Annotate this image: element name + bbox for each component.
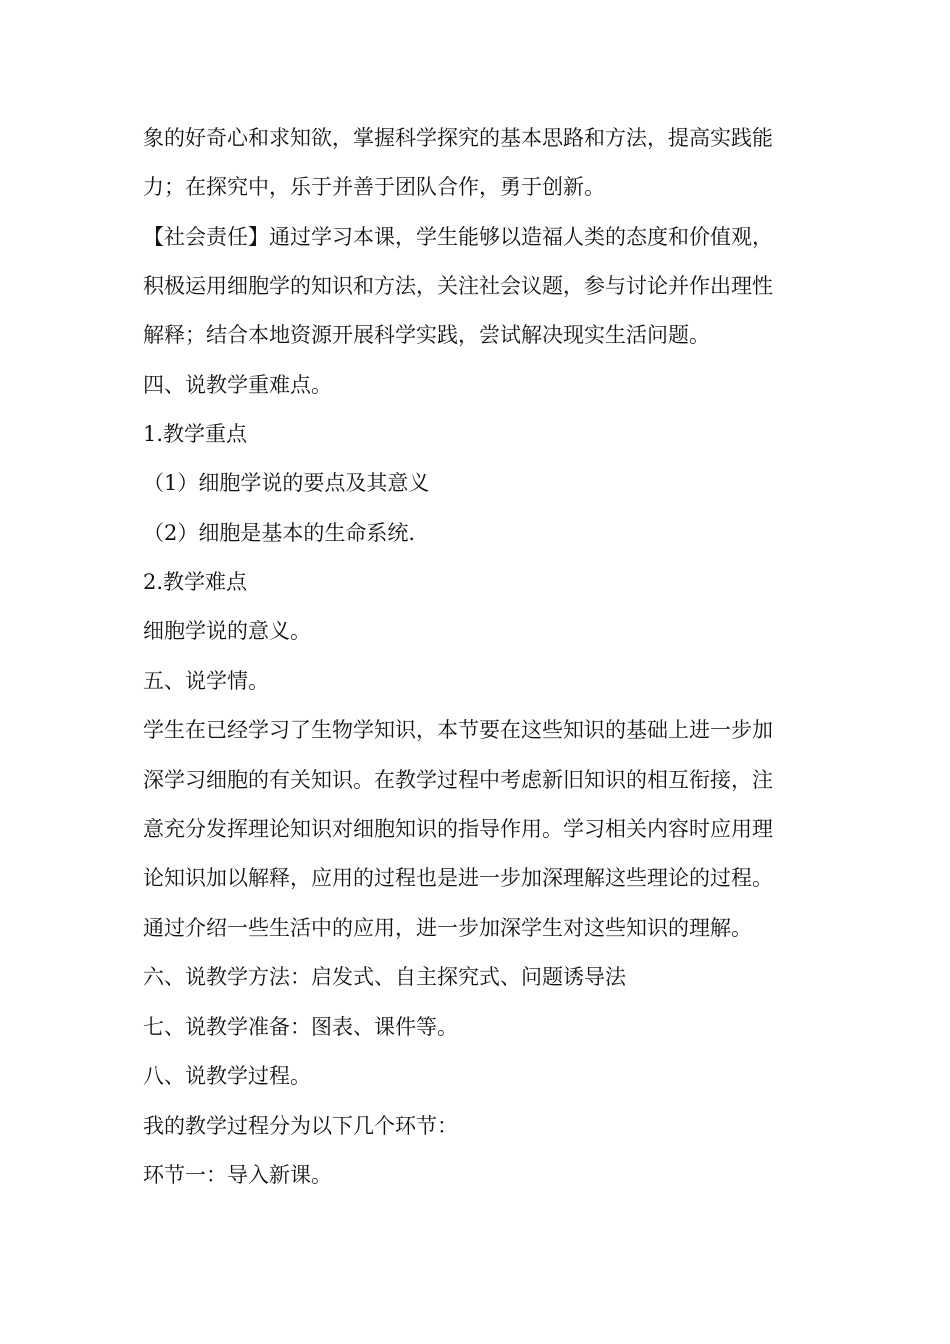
paragraph-line: 我的教学过程分为以下几个环节： (143, 1114, 458, 1138)
paragraph-line: 积极运用细胞学的知识和方法，关注社会议题，参与讨论并作出理性 (143, 274, 773, 298)
paragraph-line: 【社会责任】通过学习本课，学生能够以造福人类的态度和价值观， (143, 225, 773, 249)
list-item: （2）细胞是基本的生命系统. (143, 521, 416, 545)
section-heading: 四、说教学重难点。 (143, 373, 332, 397)
subsection-heading: 2.教学难点 (143, 570, 248, 594)
list-item: （1）细胞学说的要点及其意义 (143, 471, 430, 495)
section-heading: 五、说学情。 (143, 669, 269, 693)
paragraph-line: 象的好奇心和求知欲，掌握科学探究的基本思路和方法，提高实践能 (143, 126, 773, 150)
paragraph-line: 深学习细胞的有关知识。在教学过程中考虑新旧知识的相互衔接，注 (143, 768, 773, 792)
paragraph-line: 论知识加以解释，应用的过程也是进一步加深理解这些理论的过程。 (143, 866, 773, 890)
paragraph-line: 力；在探究中，乐于并善于团队合作，勇于创新。 (143, 175, 605, 199)
paragraph-line: 通过介绍一些生活中的应用，进一步加深学生对这些知识的理解。 (143, 916, 752, 940)
section-heading: 八、说教学过程。 (143, 1064, 311, 1088)
subsection-heading: 1.教学重点 (143, 422, 248, 446)
section-heading: 七、说教学准备：图表、课件等。 (143, 1015, 458, 1039)
paragraph-line: 细胞学说的意义。 (143, 619, 311, 643)
paragraph-line: 学生在已经学习了生物学知识，本节要在这些知识的基础上进一步加 (143, 718, 773, 742)
section-heading: 六、说教学方法：启发式、自主探究式、问题诱导法 (143, 965, 626, 989)
paragraph-line: 环节一：导入新课。 (143, 1163, 332, 1187)
paragraph-line: 解释；结合本地资源开展科学实践，尝试解决现实生活问题。 (143, 323, 710, 347)
paragraph-line: 意充分发挥理论知识对细胞知识的指导作用。学习相关内容时应用理 (143, 817, 773, 841)
